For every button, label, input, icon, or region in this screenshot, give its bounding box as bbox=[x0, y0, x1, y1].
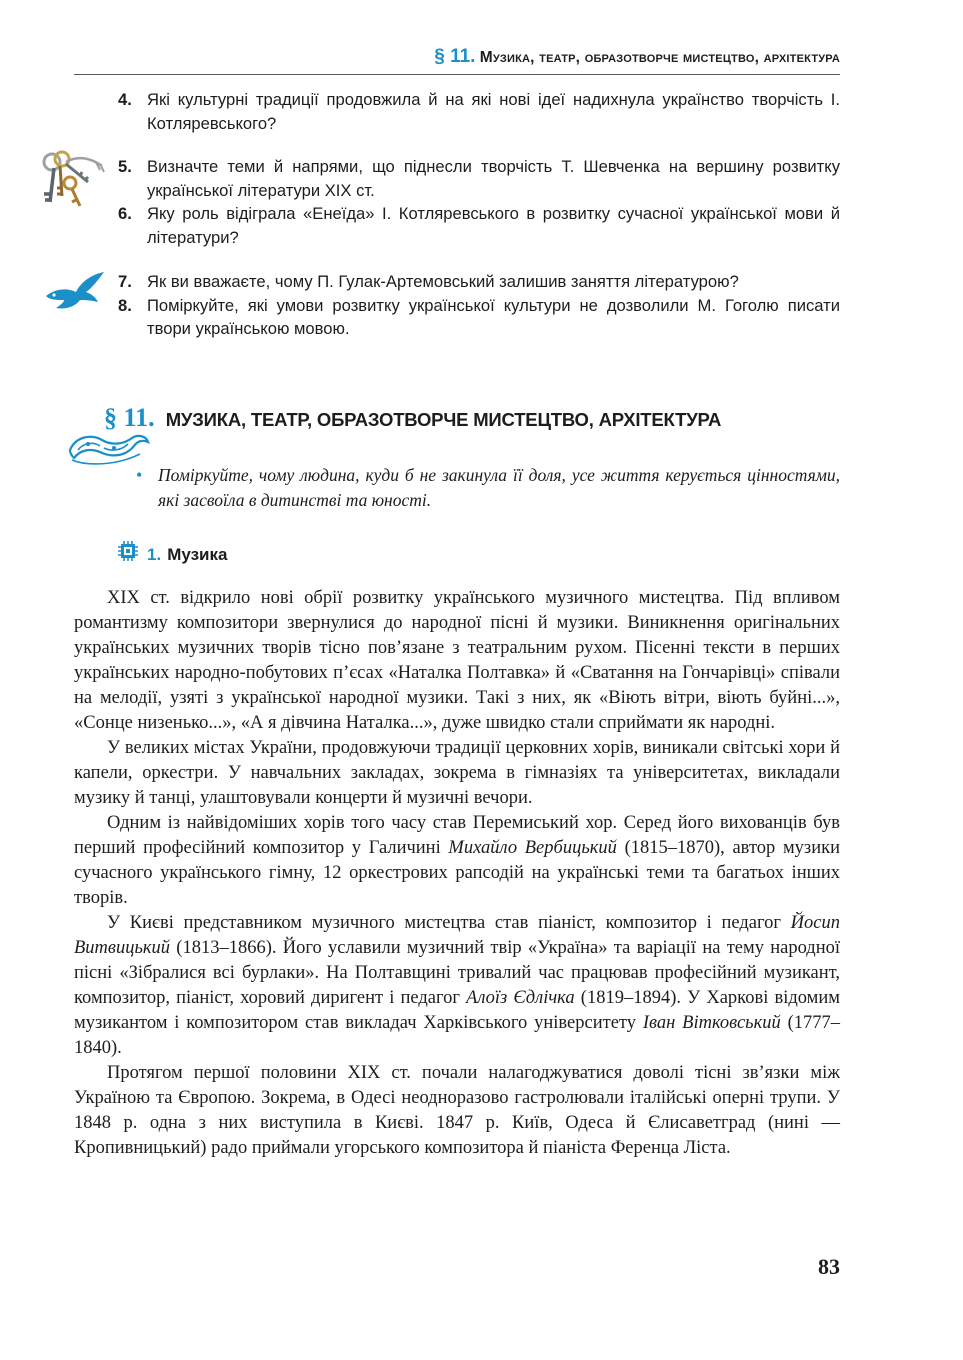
body-text bbox=[74, 586, 840, 1161]
question-number: 5. bbox=[118, 157, 132, 176]
text-run: (1777–1840). bbox=[74, 1013, 840, 1058]
person-name: Йосип Витвицький bbox=[74, 913, 840, 958]
text-run: (1815–1870), автор музики сучасного українського гімну, 12 оркестрових рапсодій на українські теми та багатьох інших творів. bbox=[74, 838, 841, 908]
running-head-section: § 11. bbox=[434, 46, 476, 67]
questions-group-3 bbox=[118, 270, 840, 341]
keys-icon bbox=[40, 150, 106, 215]
question-number: 8. bbox=[118, 295, 132, 315]
epigraph-text: Поміркуйте, чому людина, куди б не закинула її доля, усе життя керується цінностями, які засвоїла в дитинстві та юності. bbox=[158, 465, 840, 510]
questions-group-1 bbox=[118, 88, 840, 135]
paragraph bbox=[74, 811, 840, 911]
paragraph: У великих містах України, продовжуючи традиції церковних хорів, виникали світські хори й капели, оркестри. У навчальних закладах, зокрема в гімназіях та університетах, викладали музику й танці, улаштовували концерти й музичні вечори. bbox=[74, 738, 840, 808]
section-heading: МУЗИКА, ТЕАТР, ОБРАЗОТВОРЧЕ МИСТЕЦТВО, АРХІТЕКТУРА bbox=[165, 409, 722, 430]
questions-group-2 bbox=[118, 155, 840, 249]
bird-icon bbox=[42, 270, 106, 317]
paragraph: XIX ст. відкрило нові обрії розвитку українського музичного мистецтва. Під впливом романтизму композитори звернулися до народної пісні й музики. Виникнення оригінальних українських музичних творів тісно пов’язане з театральним рухом. Пісенні тексти в перших українських народно-побутових п’єсах «Наталка Полтавка» й «Сватання на Гончарівці» співали на мелодії, узяті з української народної музики. Такі з них, як «Віють вітри, віють буйні...», «Сонце низенько...», «А я дівчина Наталка...», дуже швидко стали сприймати як народні. bbox=[74, 588, 840, 733]
paragraph bbox=[74, 911, 840, 1061]
person-name: Іван Вітковський bbox=[642, 1013, 781, 1033]
page-number: 83 bbox=[818, 1254, 840, 1279]
section-title bbox=[104, 400, 844, 438]
question-number: 4. bbox=[118, 90, 132, 109]
question-text: Поміркуйте, які умови розвитку української культури не дозволили М. Гоголю писати твори українською мовою. bbox=[147, 295, 840, 338]
chip-icon bbox=[117, 540, 139, 570]
subsection-number: 1. bbox=[147, 545, 162, 564]
question-item bbox=[118, 88, 840, 135]
subsection-heading: Музика bbox=[167, 545, 228, 564]
text-run: (1813–1866). Його уславили музичний твір «Україна» та варіації на тему народної пісні «Зібралися всі бурлаки». На Полтавщині тривалий час працював професійний музикант, композитор, піаніст, хоровий диригент і педагог bbox=[74, 938, 840, 1008]
question-text: Які культурні традиції продовжила й на які нові ідеї надихнула українство творчість І. Котляревського? bbox=[147, 90, 840, 133]
text-run: (1819–1894). У Харкові відомим музикантом і композитором став викладач Харківського університету bbox=[74, 988, 840, 1033]
question-text: Як ви вважаєте, чому П. Гулак-Артемовський залишив заняття літературою? bbox=[147, 272, 739, 291]
question-text: Визначте теми й напрями, що піднесли творчість Т. Шевченка на вершину розвитку української літератури XIX ст. bbox=[147, 157, 840, 200]
question-item bbox=[118, 155, 840, 202]
person-name: Алоїз Єдлічка bbox=[466, 988, 575, 1008]
question-item bbox=[118, 294, 840, 341]
question-item bbox=[118, 270, 840, 294]
question-number: 6. bbox=[118, 204, 132, 223]
text-run: У Києві представником музичного мистецтва став піаніст, композитор і педагог bbox=[107, 913, 791, 933]
running-head-title: Музика, театр, образотворче мистецтво, архітектура bbox=[479, 49, 840, 66]
question-text: Яку роль відіграла «Енеїда» І. Котляревського в розвитку сучасної української мови й літератури? bbox=[147, 204, 840, 247]
bullet-icon: • bbox=[136, 465, 143, 485]
running-head bbox=[74, 40, 840, 75]
epigraph bbox=[136, 463, 840, 512]
text-run: Одним із найвідоміших хорів того часу став Перемиський хор. Серед його вихованців був перший професійний композитор у Галичині bbox=[74, 813, 840, 858]
paragraph: Протягом першої половини XIX ст. почали налагоджуватися доволі тісні зв’язки між Україною та Європою. Зокрема, в Одесі неодноразово гастролювали італійські оперні трупи. У 1848 р. одна з них виступила в Києві. 1847 р. Київ, Одеса й Єлисаветград (нині — Кропивницький) радо приймали угорського композитора й піаніста Ференца Ліста. bbox=[74, 1063, 840, 1158]
person-name: Михайло Вербицький bbox=[448, 838, 617, 858]
section-number: § 11. bbox=[104, 403, 155, 432]
question-number: 7. bbox=[118, 272, 132, 291]
subsection-title bbox=[117, 542, 227, 568]
question-item bbox=[118, 202, 840, 249]
